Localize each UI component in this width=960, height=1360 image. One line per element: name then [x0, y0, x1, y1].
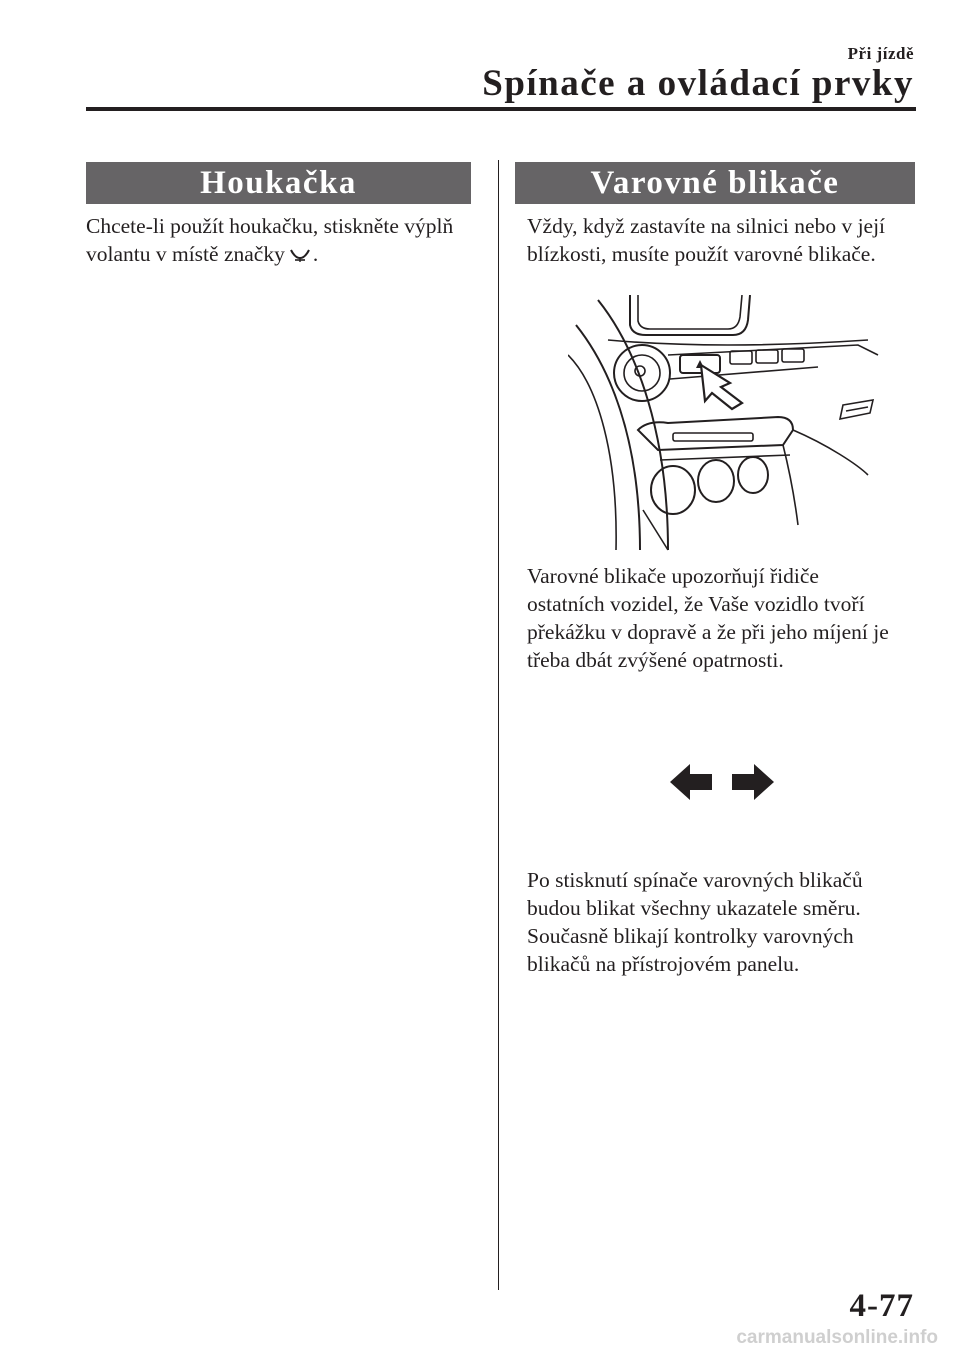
horn-line-1: Chcete-li použít houkačku, stiskněte výplň: [86, 214, 454, 238]
horn-line-2: [86, 240, 453, 270]
hazard-desc-line-1: Varovné blikače upozorňují řidiče: [527, 564, 819, 588]
header-section-label: Při jízdě: [847, 44, 914, 63]
hazard-after-line-1: Po stisknutí spínače varovných blikačů: [527, 868, 863, 892]
horn-line-2-text: volantu v místě značky: [86, 242, 285, 266]
horn-line-2-end: .: [312, 242, 319, 266]
hazard-after-press-paragraph: [527, 866, 863, 978]
dashboard-hazard-switch-illustration: [568, 295, 888, 560]
header-rule: [86, 107, 916, 111]
hazard-intro-line-2: blízkosti, musíte použít varovné blikače.: [527, 242, 876, 266]
horn-paragraph: [86, 212, 453, 270]
hazard-after-line-3: Současně blikají kontrolky varovných: [527, 924, 854, 948]
hazard-desc-line-3: překážku v dopravě a že při jeho míjení je: [527, 620, 889, 644]
hazard-intro-paragraph: [527, 212, 885, 268]
hazard-after-line-4: blikačů na přístrojovém panelu.: [527, 952, 800, 976]
hazard-after-line-2: budou blikat všechny ukazatele směru.: [527, 896, 861, 920]
page-number: 4-77: [849, 1288, 914, 1324]
hazard-section-heading: Varovné blikače: [515, 162, 915, 204]
column-divider: [498, 160, 499, 1290]
horn-icon: [289, 242, 311, 270]
hazard-description-paragraph: [527, 562, 889, 674]
chapter-title: Spínače a ovládací prvky: [482, 63, 914, 104]
hazard-intro-line-1: Vždy, když zastavíte na silnici nebo v její: [527, 214, 886, 238]
hazard-desc-line-4: třeba dbát zvýšené opatrnosti.: [527, 648, 784, 672]
watermark: carmanualsonline.info: [736, 1327, 938, 1348]
hazard-desc-line-2: ostatních vozidel, že Vaše vozidlo tvoří: [527, 592, 865, 616]
horn-section-heading: Houkačka: [86, 162, 471, 204]
turn-signal-arrows-icon: [668, 760, 778, 809]
